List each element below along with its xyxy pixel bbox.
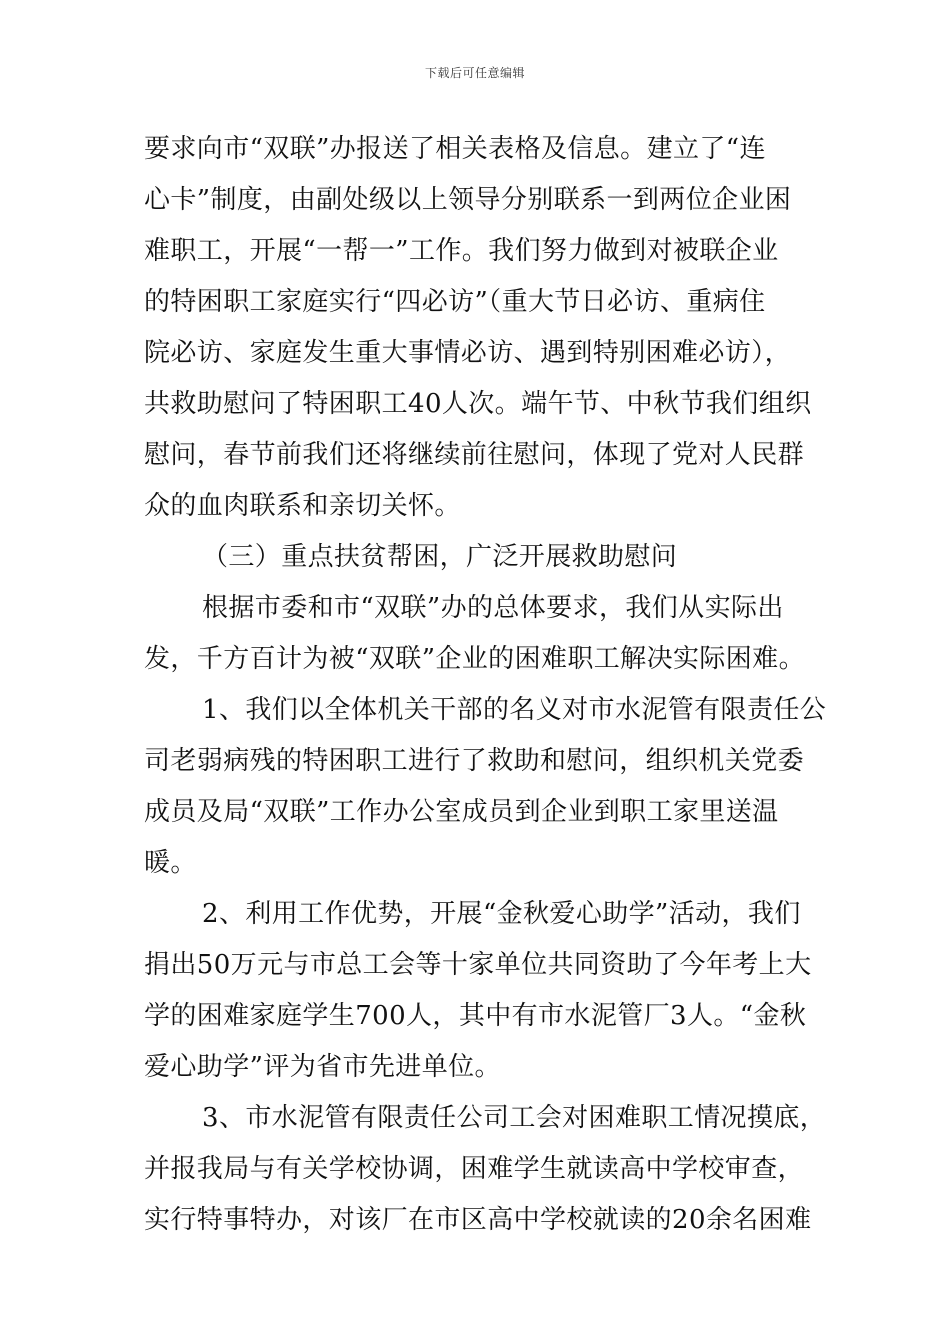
- text-line: 2、利用工作优势，开展“金秋爱心助学”活动，我们: [202, 899, 801, 929]
- text-line: 共救助慰问了特困职工40人次。端午节、中秋节我们组织: [144, 389, 812, 419]
- text-line: 捐出50万元与市总工会等十家单位共同资助了今年考上大: [144, 950, 812, 980]
- text-line: 实行特事特办，对该厂在市区高中学校就读的20余名困难: [144, 1205, 812, 1235]
- text-line: 3、市水泥管有限责任公司工会对困难职工情况摸底，: [202, 1103, 827, 1133]
- text-line: 暖。: [144, 848, 197, 878]
- text-line: 并报我局与有关学校协调，困难学生就读高中学校审查，: [144, 1154, 805, 1184]
- text-line: 院必访、家庭发生重大事情必访、遇到特别困难必访），: [144, 338, 792, 368]
- text-line: 学的困难家庭学生700人，其中有市水泥管厂3人。“金秋: [144, 1001, 807, 1031]
- text-line: 要求向市“双联”办报送了相关表格及信息。建立了“连: [144, 134, 766, 164]
- text-line: 成员及局“双联”工作办公室成员到企业到职工家里送温: [144, 797, 779, 827]
- section-heading: （三）重点扶贫帮困，广泛开展救助慰问: [202, 542, 678, 572]
- text-line: 难职工，开展“一帮一”工作。我们努力做到对被联企业: [144, 236, 779, 266]
- text-line: 众的血肉联系和亲切关怀。: [144, 491, 461, 521]
- document-body: [144, 124, 827, 1246]
- text-line: 发，千方百计为被“双联”企业的困难职工解决实际困难。: [144, 644, 805, 674]
- page-header: 下载后可任意编辑: [424, 66, 525, 80]
- text-line: 的特困职工家庭实行“四必访”（重大节日必访、重病住: [144, 287, 766, 317]
- text-line: 爱心助学”评为省市先进单位。: [144, 1052, 501, 1082]
- text-line: 根据市委和市“双联”办的总体要求，我们从实际出: [202, 593, 784, 623]
- text-line: 司老弱病残的特困职工进行了救助和慰问，组织机关党委: [144, 746, 805, 776]
- text-line: 1、我们以全体机关干部的名义对市水泥管有限责任公: [202, 695, 827, 725]
- text-line: 心卡”制度，由副处级以上领导分别联系一到两位企业困: [144, 185, 792, 215]
- text-line: 慰问，春节前我们还将继续前往慰问，体现了党对人民群: [144, 440, 805, 470]
